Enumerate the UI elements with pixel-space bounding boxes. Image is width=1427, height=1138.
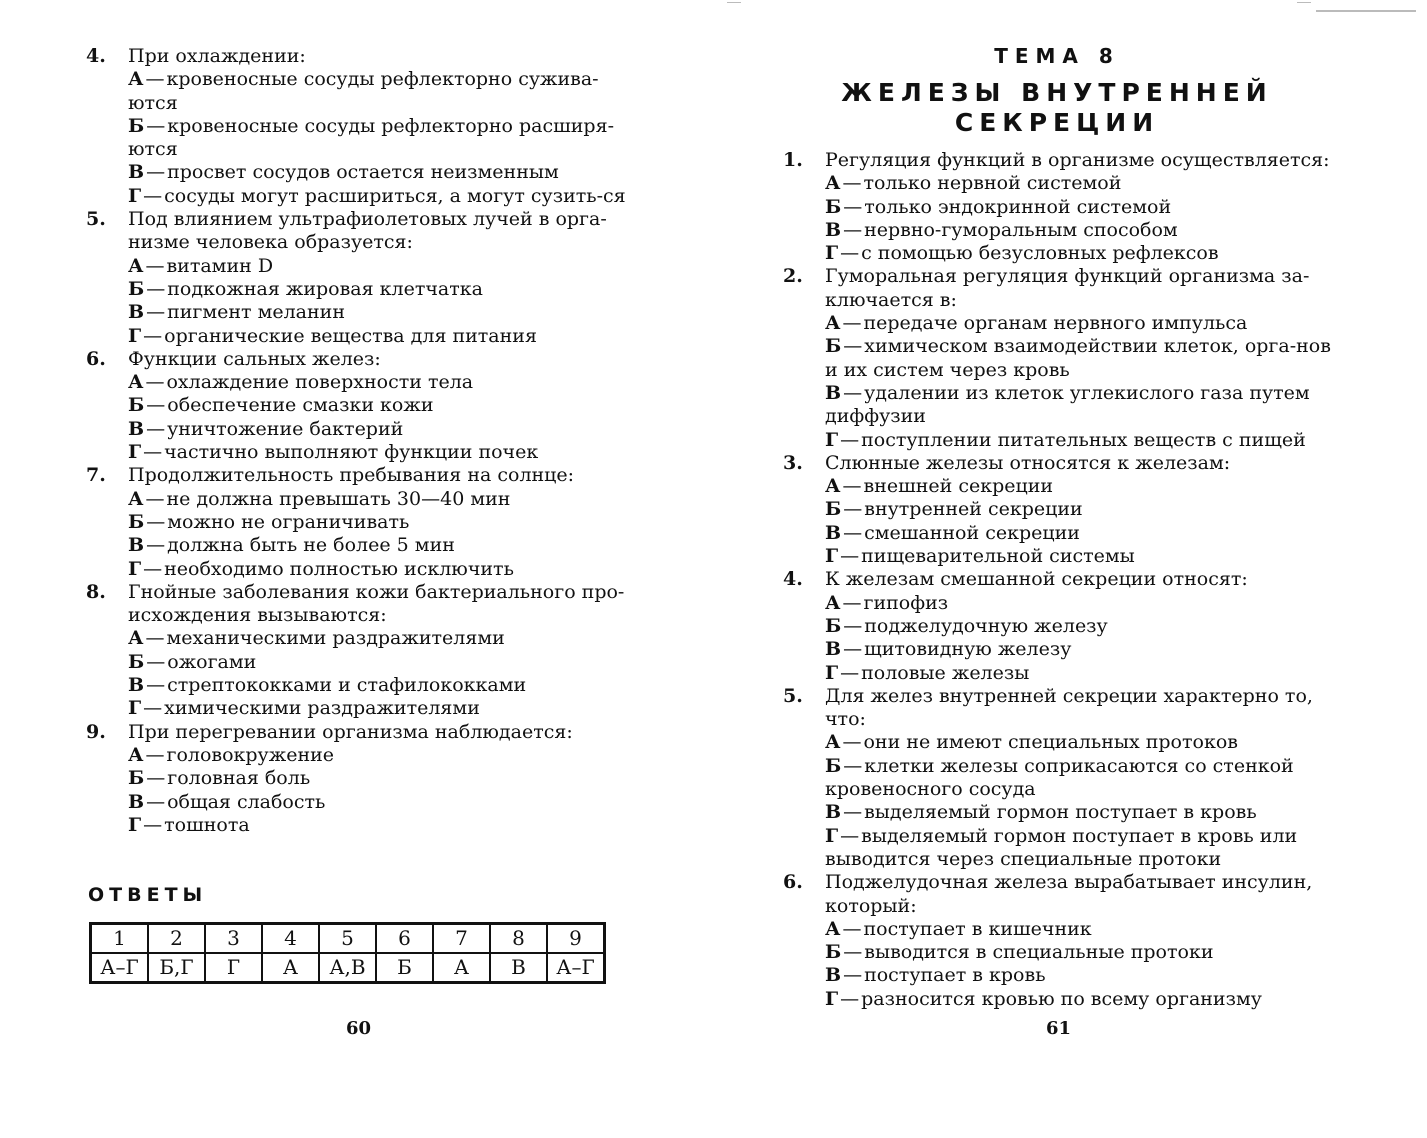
- option-text: гипофиз: [863, 591, 949, 614]
- option-dash: —: [146, 650, 166, 673]
- option-text: выделяемый гормон поступает в кровь: [864, 801, 1257, 824]
- question-number: 5.: [86, 208, 106, 231]
- option-dash: —: [143, 324, 163, 347]
- scan-artifact: [1316, 10, 1416, 12]
- option-letter: А: [128, 371, 144, 394]
- option-letter: В: [128, 417, 145, 440]
- option-letter: Г: [825, 661, 839, 684]
- option-dash: —: [843, 941, 863, 964]
- answer-option: [128, 301, 638, 324]
- option-dash: —: [842, 172, 862, 195]
- question-text: Под влиянием ультрафиолетовых лучей в орга-низме человека образуется:: [128, 208, 607, 254]
- option-dash: —: [843, 801, 863, 824]
- answer-option: [128, 278, 638, 301]
- option-text: пищеварительной системы: [861, 545, 1135, 568]
- answer-option: [825, 196, 1331, 219]
- option-dash: —: [842, 917, 862, 940]
- answer-option: [825, 382, 1331, 429]
- option-letter: А: [128, 68, 144, 91]
- question-number: 5.: [783, 684, 803, 707]
- topic-title-line: ЖЕЛЕЗЫ ВНУТРЕННЕЙ: [841, 78, 1273, 107]
- option-text: органические вещества для питания: [164, 324, 537, 347]
- option-text: поджелудочную железу: [864, 614, 1108, 637]
- answer-option: [825, 825, 1331, 872]
- option-dash: —: [843, 964, 863, 987]
- question-list: [783, 149, 1331, 1011]
- answer-option: [825, 545, 1331, 568]
- question-number-cell: 4: [262, 924, 319, 954]
- option-dash: —: [146, 114, 166, 137]
- option-text: внутренней секреции: [864, 498, 1083, 521]
- question-number: 2.: [783, 265, 803, 288]
- question-number: 6.: [86, 347, 106, 370]
- option-dash: —: [145, 68, 165, 91]
- option-letter: Г: [128, 184, 142, 207]
- question-text: Слюнные железы относятся к железам:: [825, 451, 1231, 474]
- answer-option: [825, 172, 1331, 195]
- question-item: [86, 721, 638, 837]
- option-text: кровеносные сосуды рефлекторно расширя-ются: [128, 114, 614, 161]
- answers-heading: ОТВЕТЫ: [88, 884, 208, 906]
- option-text: стрептококками и стафилококками: [167, 674, 527, 697]
- answer-option: [128, 115, 638, 162]
- option-text: они не имеют специальных протоков: [863, 731, 1238, 754]
- topic-title: [713, 78, 1401, 138]
- question-text: Для желез внутренней секреции характерно то, что:: [825, 684, 1313, 731]
- question-item: [783, 265, 1331, 451]
- option-text: щитовидную железу: [864, 638, 1072, 661]
- option-dash: —: [840, 824, 860, 847]
- question-number: 6.: [783, 871, 803, 894]
- option-letter: Б: [128, 394, 145, 417]
- option-dash: —: [842, 475, 862, 498]
- answer-cell: Б: [376, 953, 433, 983]
- answer-option: [128, 394, 638, 417]
- option-dash: —: [145, 743, 165, 766]
- topic-label: ТЕМА 8: [994, 44, 1120, 68]
- option-dash: —: [146, 674, 166, 697]
- option-dash: —: [840, 242, 860, 265]
- question-number: 1.: [783, 149, 803, 171]
- question-number-cell: 5: [319, 924, 376, 954]
- question-text: Гнойные заболевания кожи бактериального про-исхождения вызываются:: [128, 580, 625, 627]
- option-text: с помощью безусловных рефлексов: [861, 242, 1219, 265]
- option-letter: Б: [128, 510, 145, 533]
- answers-table: [89, 922, 606, 984]
- option-letter: Г: [128, 441, 142, 464]
- question-item: [783, 685, 1331, 871]
- answer-option: [128, 697, 638, 720]
- answer-option: [128, 418, 638, 441]
- option-dash: —: [146, 790, 166, 813]
- option-text: общая слабость: [167, 790, 326, 813]
- page-number: 61: [1046, 1018, 1072, 1039]
- option-dash: —: [843, 335, 863, 358]
- option-dash: —: [842, 591, 862, 614]
- answer-option: [825, 801, 1331, 824]
- answer-cell: А–Г: [91, 953, 149, 983]
- option-letter: В: [825, 801, 842, 824]
- left-page: [0, 0, 713, 1138]
- option-letter: А: [825, 475, 841, 498]
- option-text: разносится кровью по всему организму: [861, 987, 1262, 1010]
- question-item: [86, 45, 638, 208]
- option-dash: —: [146, 277, 166, 300]
- answer-option: [128, 161, 638, 184]
- option-dash: —: [143, 184, 163, 207]
- option-text: выделяемый гормон поступает в кровь или выводится через специальные протоки: [825, 824, 1298, 870]
- option-dash: —: [843, 521, 863, 544]
- option-dash: —: [145, 254, 165, 277]
- option-letter: Г: [825, 987, 839, 1010]
- option-text: удалении из клеток углекислого газа путем диффузии: [825, 381, 1310, 428]
- option-dash: —: [840, 987, 860, 1010]
- option-text: головная боль: [167, 767, 311, 790]
- option-dash: —: [843, 754, 863, 777]
- answer-cell: А: [433, 953, 490, 983]
- option-text: передаче органам нервного импульса: [863, 312, 1248, 335]
- option-dash: —: [143, 697, 163, 720]
- answer-option: [825, 615, 1331, 638]
- question-item: [86, 581, 638, 721]
- question-text: Гуморальная регуляция функций организма за-ключается в:: [825, 265, 1310, 311]
- option-letter: А: [825, 172, 841, 195]
- option-dash: —: [840, 545, 860, 568]
- question-item: [783, 871, 1331, 1011]
- option-text: кровеносные сосуды рефлекторно сужива-ются: [128, 68, 599, 114]
- topic-title-line: СЕКРЕЦИИ: [954, 108, 1160, 137]
- option-text: смешанной секреции: [864, 521, 1080, 544]
- option-dash: —: [843, 614, 863, 637]
- answer-option: [128, 511, 638, 534]
- option-letter: В: [128, 534, 145, 557]
- option-text: можно не ограничивать: [167, 510, 410, 533]
- option-letter: Б: [825, 335, 842, 358]
- question-number-cell: 8: [490, 924, 547, 954]
- option-letter: В: [825, 638, 842, 661]
- option-dash: —: [843, 195, 863, 218]
- option-letter: Г: [825, 824, 839, 847]
- question-number: 3.: [783, 451, 803, 474]
- question-list: [86, 45, 638, 837]
- question-text: Регуляция функций в организме осуществляется:: [825, 149, 1330, 171]
- option-letter: Г: [128, 813, 142, 836]
- answer-option: [825, 988, 1331, 1011]
- option-letter: Г: [825, 545, 839, 568]
- answer-option: [128, 325, 638, 348]
- option-letter: А: [825, 312, 841, 335]
- option-letter: А: [825, 731, 841, 754]
- answer-option: [128, 744, 638, 767]
- answer-option: [128, 488, 638, 511]
- question-number: 4.: [86, 45, 106, 67]
- question-number-cell: 9: [547, 924, 605, 954]
- option-text: уничтожение бактерий: [167, 417, 404, 440]
- option-letter: Б: [825, 754, 842, 777]
- option-text: должна быть не более 5 мин: [167, 534, 455, 557]
- answer-option: [128, 791, 638, 814]
- option-text: головокружение: [166, 743, 335, 766]
- option-text: нервно-гуморальным способом: [864, 218, 1178, 241]
- option-letter: В: [128, 674, 145, 697]
- option-text: только нервной системой: [863, 172, 1122, 195]
- option-letter: В: [825, 218, 842, 241]
- option-dash: —: [842, 731, 862, 754]
- option-dash: —: [842, 312, 862, 335]
- question-item: [783, 568, 1331, 684]
- answer-option: [825, 755, 1331, 802]
- question-number-cell: 1: [91, 924, 149, 954]
- answer-option: [128, 627, 638, 650]
- question-text: При перегревании организма наблюдается:: [128, 720, 573, 743]
- option-text: поступлении питательных веществ с пищей: [861, 428, 1306, 451]
- scan-artifact: [1297, 2, 1311, 3]
- question-text: Функции сальных желез:: [128, 347, 381, 370]
- option-text: витамин D: [166, 254, 274, 277]
- answer-option: [128, 651, 638, 674]
- answer-option: [825, 638, 1331, 661]
- question-item: [86, 464, 638, 580]
- option-letter: А: [128, 743, 144, 766]
- option-letter: Г: [128, 557, 142, 580]
- option-letter: А: [128, 627, 144, 650]
- answer-option: [825, 941, 1331, 964]
- option-letter: Б: [128, 114, 145, 137]
- question-number-cell: 6: [376, 924, 433, 954]
- answers-table-answer-row: [91, 953, 605, 983]
- option-text: поступает в кровь: [864, 964, 1046, 987]
- answer-cell: А–Г: [547, 953, 605, 983]
- option-dash: —: [840, 428, 860, 451]
- option-letter: Г: [128, 324, 142, 347]
- option-letter: Б: [128, 650, 145, 673]
- option-text: половые железы: [861, 661, 1030, 684]
- option-dash: —: [146, 510, 166, 533]
- answer-option: [128, 814, 638, 837]
- option-dash: —: [143, 813, 163, 836]
- option-dash: —: [145, 487, 165, 510]
- option-letter: А: [825, 591, 841, 614]
- answer-option: [825, 731, 1331, 754]
- answer-option: [825, 429, 1331, 452]
- answer-option: [825, 918, 1331, 941]
- answer-option: [128, 534, 638, 557]
- option-letter: А: [825, 917, 841, 940]
- option-text: только эндокринной системой: [864, 195, 1172, 218]
- answer-option: [128, 371, 638, 394]
- option-text: химическими раздражителями: [164, 697, 480, 720]
- question-item: [86, 208, 638, 348]
- answer-option: [825, 242, 1331, 265]
- option-text: тошнота: [164, 813, 250, 836]
- option-dash: —: [143, 557, 163, 580]
- answer-option: [825, 219, 1331, 242]
- answers-table-header-row: [91, 924, 605, 954]
- question-item: [86, 348, 638, 464]
- option-letter: Б: [825, 195, 842, 218]
- question-item: [783, 452, 1331, 568]
- option-letter: Б: [128, 277, 145, 300]
- option-text: клетки железы соприкасаются со стенкой кровеносного сосуда: [825, 754, 1294, 801]
- answer-cell: А: [262, 953, 319, 983]
- option-dash: —: [143, 441, 163, 464]
- option-letter: А: [128, 487, 144, 510]
- option-text: необходимо полностью исключить: [164, 557, 514, 580]
- option-text: частично выполняют функции почек: [164, 441, 539, 464]
- option-letter: Г: [825, 428, 839, 451]
- option-letter: В: [825, 381, 842, 404]
- answer-option: [128, 185, 638, 208]
- option-dash: —: [146, 394, 166, 417]
- option-dash: —: [146, 534, 166, 557]
- question-number-cell: 7: [433, 924, 490, 954]
- answer-cell: А,В: [319, 953, 376, 983]
- option-text: внешней секреции: [863, 475, 1054, 498]
- answer-option: [825, 498, 1331, 521]
- answer-option: [128, 255, 638, 278]
- option-text: подкожная жировая клетчатка: [167, 277, 483, 300]
- answer-option: [825, 475, 1331, 498]
- option-letter: В: [128, 161, 145, 184]
- question-text: К железам смешанной секреции относят:: [825, 568, 1248, 591]
- option-dash: —: [843, 218, 863, 241]
- option-letter: Б: [825, 498, 842, 521]
- option-dash: —: [145, 371, 165, 394]
- answer-option: [825, 592, 1331, 615]
- option-letter: В: [825, 964, 842, 987]
- answer-option: [128, 68, 638, 115]
- answer-cell: Г: [205, 953, 262, 983]
- answer-option: [128, 674, 638, 697]
- answer-option: [825, 312, 1331, 335]
- answer-cell: Б,Г: [148, 953, 205, 983]
- option-letter: А: [128, 254, 144, 277]
- question-number: 7.: [86, 464, 106, 487]
- option-text: химическом взаимодействии клеток, орга-нов и их систем через кровь: [825, 335, 1331, 381]
- option-text: просвет сосудов остается неизменным: [167, 161, 559, 184]
- option-dash: —: [146, 417, 166, 440]
- option-letter: Б: [128, 767, 145, 790]
- option-text: выводится в специальные протоки: [864, 941, 1214, 964]
- option-text: обеспечение смазки кожи: [167, 394, 434, 417]
- question-number-cell: 2: [148, 924, 205, 954]
- option-letter: Б: [825, 614, 842, 637]
- option-letter: В: [128, 301, 145, 324]
- answer-option: [128, 441, 638, 464]
- option-letter: В: [825, 521, 842, 544]
- option-text: ожогами: [167, 650, 257, 673]
- answer-option: [128, 558, 638, 581]
- answer-option: [128, 767, 638, 790]
- option-text: охлаждение поверхности тела: [166, 371, 474, 394]
- option-dash: —: [843, 381, 863, 404]
- option-text: пигмент меланин: [167, 301, 345, 324]
- option-dash: —: [146, 767, 166, 790]
- option-text: не должна превышать 30—40 мин: [166, 487, 511, 510]
- right-page: [713, 0, 1427, 1138]
- answer-option: [825, 964, 1331, 987]
- option-letter: В: [128, 790, 145, 813]
- option-text: механическими раздражителями: [166, 627, 505, 650]
- scan-artifact: [727, 2, 741, 3]
- option-dash: —: [843, 498, 863, 521]
- question-number: 9.: [86, 720, 106, 743]
- question-number: 4.: [783, 568, 803, 591]
- option-letter: Б: [825, 941, 842, 964]
- question-text: Продолжительность пребывания на солнце:: [128, 464, 575, 487]
- question-number: 8.: [86, 580, 106, 603]
- question-text: Поджелудочная железа вырабатывает инсулин, который:: [825, 871, 1313, 917]
- answer-option: [825, 335, 1331, 382]
- option-letter: Г: [128, 697, 142, 720]
- question-text: При охлаждении:: [128, 45, 306, 67]
- option-dash: —: [146, 301, 166, 324]
- option-text: поступает в кишечник: [863, 917, 1092, 940]
- option-dash: —: [843, 638, 863, 661]
- answer-cell: В: [490, 953, 547, 983]
- answer-option: [825, 662, 1331, 685]
- question-item: [783, 149, 1331, 265]
- page-number: 60: [346, 1018, 372, 1039]
- answer-option: [825, 522, 1331, 545]
- option-letter: Г: [825, 242, 839, 265]
- option-text: сосуды могут расшириться, а могут сузить-ся: [164, 184, 626, 207]
- option-dash: —: [146, 161, 166, 184]
- question-number-cell: 3: [205, 924, 262, 954]
- option-dash: —: [840, 661, 860, 684]
- option-dash: —: [145, 627, 165, 650]
